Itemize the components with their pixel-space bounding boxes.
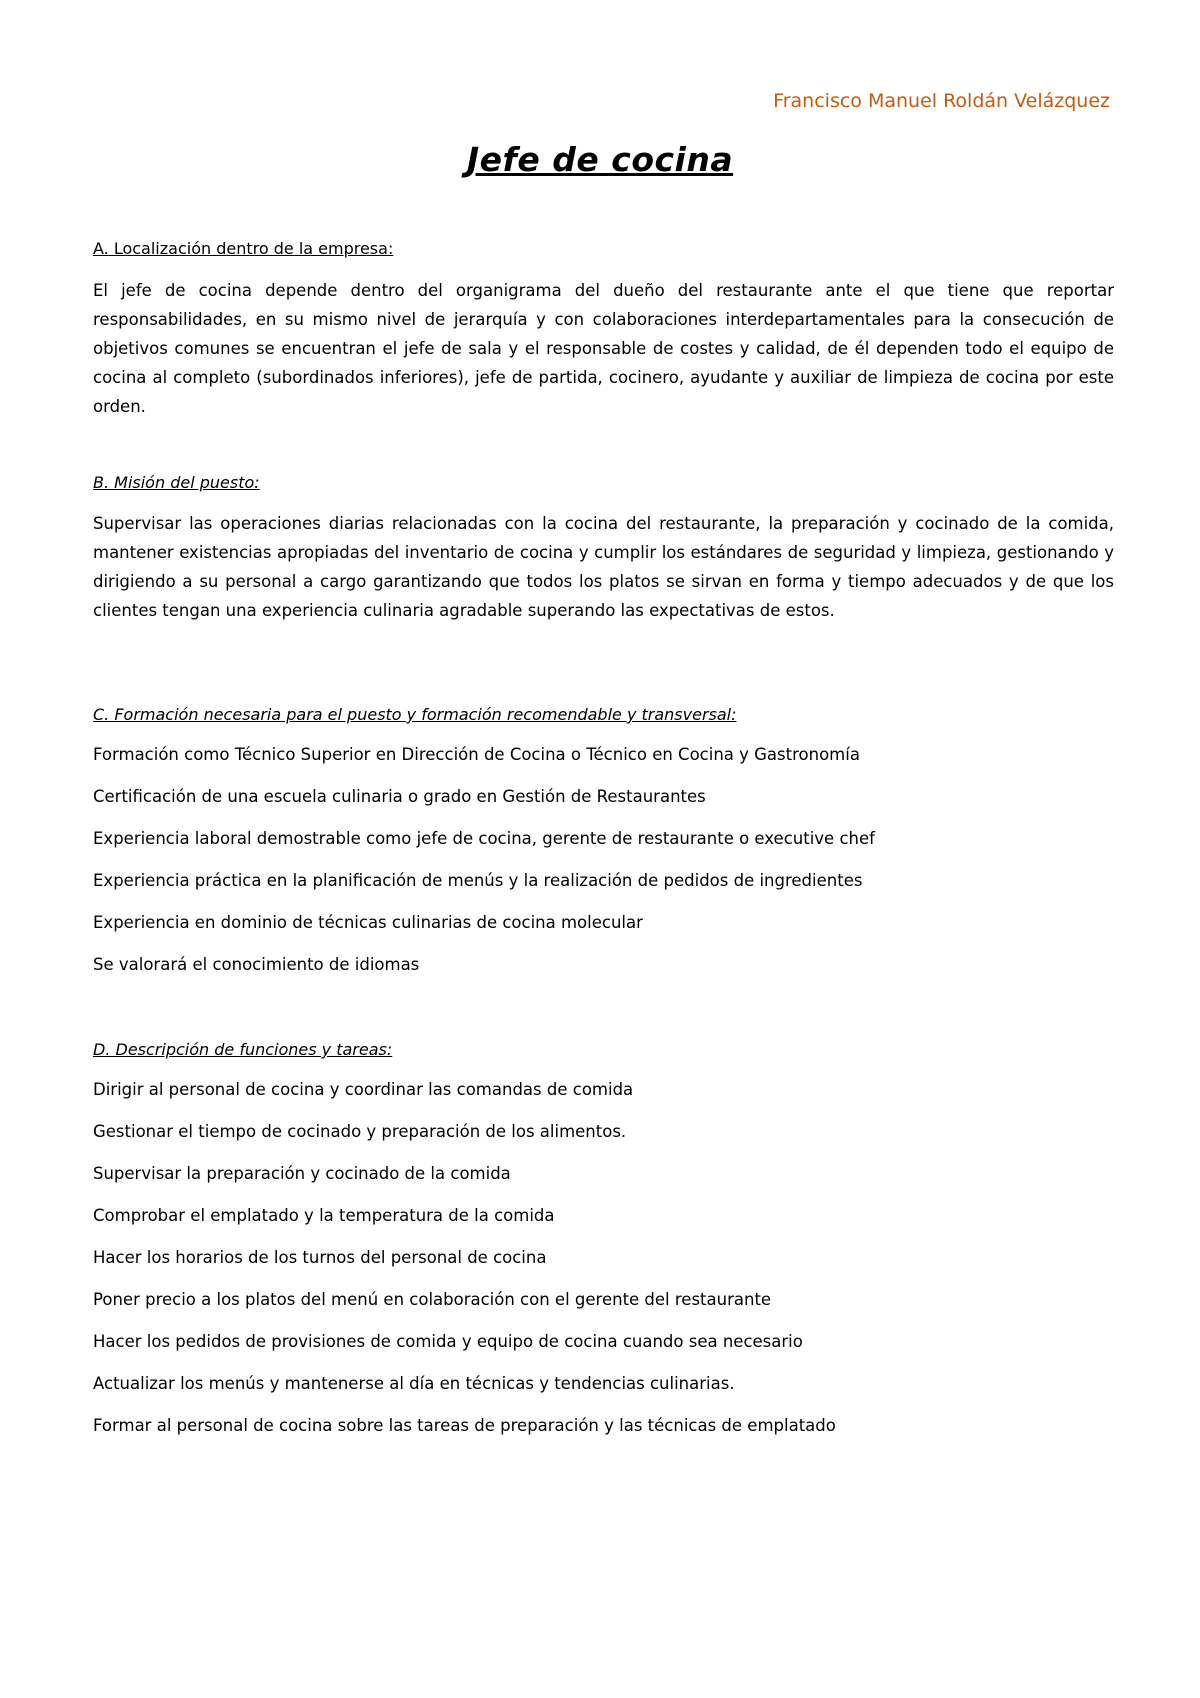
section-a-text: El jefe de cocina depende dentro del organigrama del dueño del restaurante ante el que tiene que reportar responsabilidades, en su mismo nivel de jerarquía y con colaboraciones interdepartamentales para la consecución de objetivos comunes se encuentran el jefe de sala y el responsable de costes y calidad, de él dependen todo el equipo de cocina al completo (subordinados inferiores), jefe de partida, cocinero, ayudante y auxiliar de limpieza de cocina por este orden. <box>93 281 1114 416</box>
section-d-item: Actualizar los menús y mantenerse al día en técnicas y tendencias culinarias. <box>93 1374 735 1393</box>
section-c-item: Certificación de una escuela culinaria o grado en Gestión de Restaurantes <box>93 787 706 806</box>
section-d-item: Hacer los pedidos de provisiones de comida y equipo de cocina cuando sea necesario <box>93 1332 803 1351</box>
page-title: Jefe de cocina <box>466 140 734 179</box>
section-c-item: Experiencia en dominio de técnicas culinarias de cocina molecular <box>93 913 643 932</box>
section-c-heading: C. Formación necesaria para el puesto y formación recomendable y transversal: <box>93 705 737 724</box>
section-a-heading: A. Localización dentro de la empresa: <box>93 239 394 258</box>
section-d-item: Dirigir al personal de cocina y coordinar las comandas de comida <box>93 1080 634 1099</box>
section-c-item: Experiencia práctica en la planificación de menús y la realización de pedidos de ingredientes <box>93 871 863 890</box>
section-d-item: Formar al personal de cocina sobre las tareas de preparación y las técnicas de emplatado <box>93 1416 836 1435</box>
section-b-heading: B. Misión del puesto: <box>93 473 260 492</box>
author-name: Francisco Manuel Roldán Velázquez <box>773 90 1110 112</box>
section-c-item: Se valorará el conocimiento de idiomas <box>93 955 420 974</box>
section-c-item: Formación como Técnico Superior en Dirección de Cocina o Técnico en Cocina y Gastronomía <box>93 745 860 764</box>
section-d-heading: D. Descripción de funciones y tareas: <box>93 1040 393 1059</box>
section-b-text: Supervisar las operaciones diarias relacionadas con la cocina del restaurante, la preparación y cocinado de la comida, mantener existencias apropiadas del inventario de cocina y cumplir los estándares de seguridad y limpieza, gestionando y dirigiendo a su personal a cargo garantizando que todos los platos se sirvan en forma y tiempo adecuados y de que los clientes tengan una experiencia culinaria agradable superando las expectativas de estos. <box>93 514 1114 620</box>
section-d-item: Poner precio a los platos del menú en colaboración con el gerente del restaurante <box>93 1290 772 1309</box>
section-c-item: Experiencia laboral demostrable como jefe de cocina, gerente de restaurante o executive chef <box>93 829 875 848</box>
section-d-item: Supervisar la preparación y cocinado de la comida <box>93 1164 511 1183</box>
section-d-item: Comprobar el emplatado y la temperatura de la comida <box>93 1206 555 1225</box>
section-d-item: Gestionar el tiempo de cocinado y preparación de los alimentos. <box>93 1122 627 1141</box>
section-d-item: Hacer los horarios de los turnos del personal de cocina <box>93 1248 547 1267</box>
